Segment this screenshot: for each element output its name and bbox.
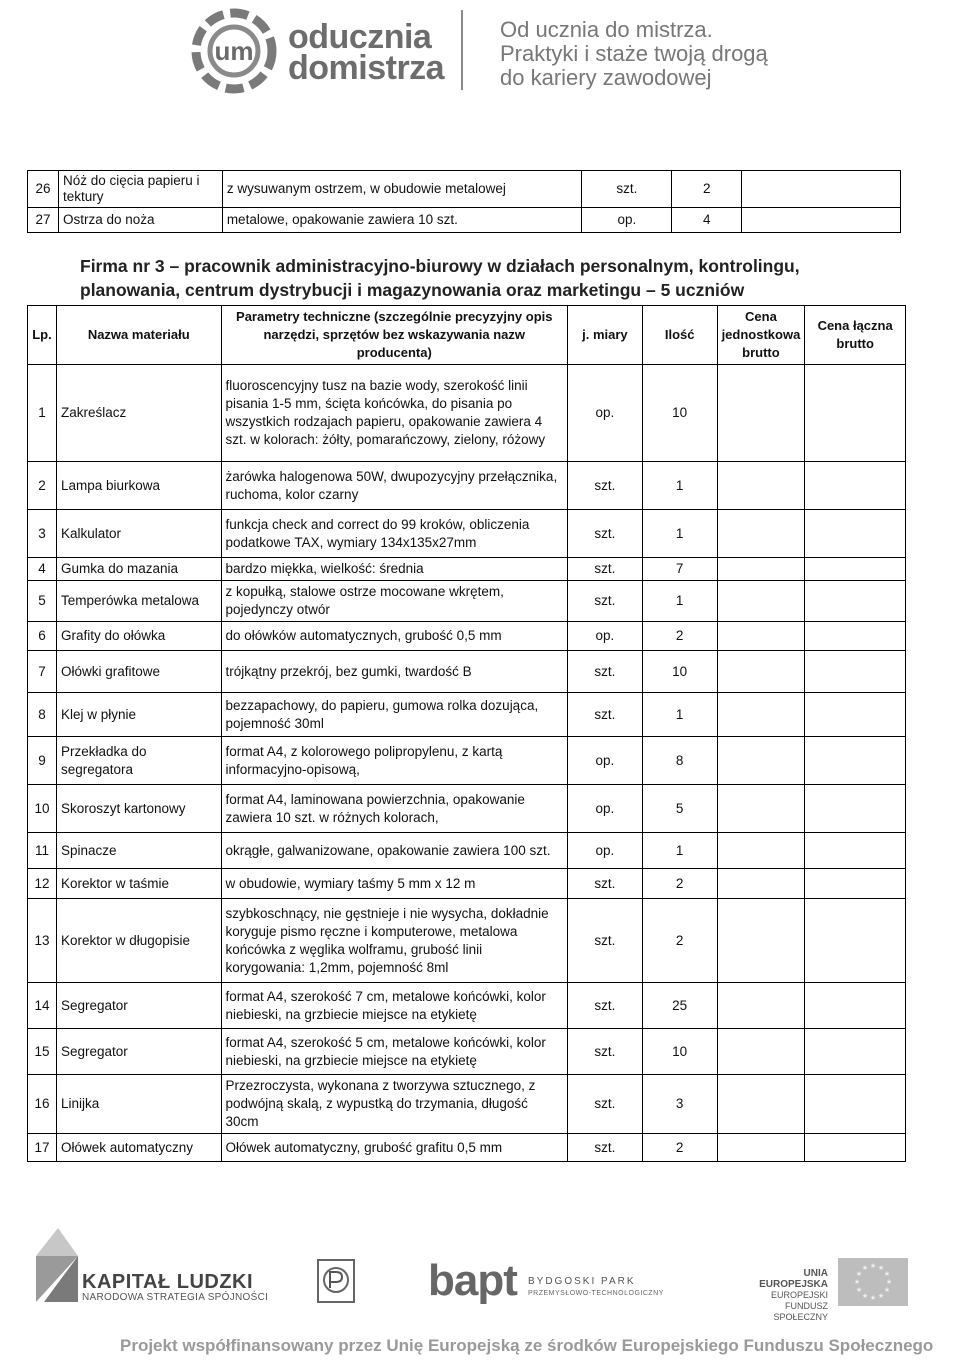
row-lp: 9: [28, 737, 57, 785]
row-desc: bardzo miękka, wielkość: średnia: [221, 558, 567, 581]
row-total: [805, 869, 906, 899]
row-name: Korektor w długopisie: [56, 899, 221, 983]
row-unit-price: [717, 983, 805, 1029]
row-qty: 10: [642, 1029, 717, 1075]
row-unit-price: [717, 899, 805, 983]
row-lp: 4: [28, 558, 57, 581]
row-qty: 2: [642, 1134, 717, 1162]
row-desc: trójkątny przekrój, bez gumki, twardość B: [221, 651, 567, 693]
row-desc: do ołówków automatycznych, grubość 0,5 mm: [221, 622, 567, 651]
row-desc: format A4, szerokość 7 cm, metalowe końcówki, kolor niebieski, na grzbiecie miejsce na etykietę: [221, 983, 567, 1029]
row-lp: 27: [28, 208, 59, 233]
row-qty: 1: [642, 693, 717, 737]
row-qty: 4: [672, 208, 742, 233]
row-name: Przekładka do segregatora: [56, 737, 221, 785]
col-header-unit: j. miary: [568, 306, 643, 365]
row-unit: szt.: [568, 651, 643, 693]
logo-wordmark: oducznia domistrza: [288, 18, 445, 87]
row-qty: 2: [672, 171, 742, 208]
row-unit: szt.: [568, 1134, 643, 1162]
kapital-ludzki-subtitle: NARODOWA STRATEGIA SPÓJNOŚCI: [82, 1292, 269, 1303]
row-name: Linijka: [56, 1075, 221, 1134]
row-desc: okrągłe, galwanizowane, opakowanie zawiera 100 szt.: [221, 833, 567, 869]
col-header-name: Nazwa materiału: [56, 306, 221, 365]
col-header-total: Cena łączna brutto: [805, 306, 906, 365]
row-desc: format A4, laminowana powierzchnia, opakowanie zawiera 10 szt. w różnych kolorach,: [221, 785, 567, 833]
row-desc: z wysuwanym ostrzem, w obudowie metalowej: [222, 171, 582, 208]
table-row: [28, 581, 906, 622]
svg-text:★: ★: [869, 1294, 877, 1302]
table-row: [28, 833, 906, 869]
section-title: Firma nr 3 – pracownik administracyjno-biurowy w działach personalnym, kontrolingu, planowania, centrum dystrybucji i magazynowania oraz marketingu – 5 uczniów: [80, 256, 800, 300]
row-desc: fluoroscencyjny tusz na bazie wody, szerokość linii pisania 1-5 mm, ścięta końcówka, do pisania po wszystkich rodzajach papieru, opakowanie zawiera 4 szt. w kolorach: żółty, pomarańczowy, zielony, różowy: [221, 365, 567, 462]
row-name: Ołówek automatyczny: [56, 1134, 221, 1162]
row-lp: 17: [28, 1134, 57, 1162]
row-lp: 14: [28, 983, 57, 1029]
materials-table: [27, 305, 906, 1162]
row-total: [805, 510, 906, 558]
row-lp: 5: [28, 581, 57, 622]
row-total: [805, 1075, 906, 1134]
row-name: Temperówka metalowa: [56, 581, 221, 622]
table-row: [28, 1075, 906, 1134]
row-desc: bezzapachowy, do papieru, gumowa rolka dozująca, pojemność 30ml: [221, 693, 567, 737]
eu-text-block: UNIA EUROPEJSKA EUROPEJSKI FUNDUSZ SPOŁECZNY: [759, 1268, 828, 1322]
row-name: Korektor w taśmie: [56, 869, 221, 899]
row-qty: 2: [642, 622, 717, 651]
svg-text:★: ★: [869, 1262, 877, 1270]
row-total: [805, 983, 906, 1029]
row-name: Ołówki grafitowe: [56, 651, 221, 693]
guild-emblem-icon: [316, 1258, 356, 1304]
row-unit: op.: [568, 365, 643, 462]
table-row: [28, 558, 906, 581]
row-unit-price: [717, 365, 805, 462]
table-row: [28, 983, 906, 1029]
row-lp: 13: [28, 899, 57, 983]
row-unit: op.: [582, 208, 672, 233]
table-row: [28, 651, 906, 693]
row-name: Lampa biurkowa: [56, 462, 221, 510]
row-unit-price: [717, 693, 805, 737]
row-desc: w obudowie, wymiary taśmy 5 mm x 12 m: [221, 869, 567, 899]
row-total: [805, 365, 906, 462]
table-row: [28, 462, 906, 510]
col-header-qty: Ilość: [642, 306, 717, 365]
row-unit: szt.: [568, 869, 643, 899]
row-qty: 8: [642, 737, 717, 785]
header-tagline: Od ucznia do mistrza. Praktyki i staże twoją drogą do kariery zawodowej: [500, 17, 768, 90]
row-name: Segregator: [56, 1029, 221, 1075]
row-unit-price: [717, 833, 805, 869]
row-unit-price: [717, 1029, 805, 1075]
bapt-logo-word: bapt: [428, 1256, 517, 1305]
od-ucznia-do-mistrza-logo-icon: [188, 8, 280, 94]
row-lp: 12: [28, 869, 57, 899]
row-name: Grafity do ołówka: [56, 622, 221, 651]
row-unit-price: [717, 869, 805, 899]
col-header-lp: Lp.: [28, 306, 57, 365]
row-desc: funkcja check and correct do 99 kroków, obliczenia podatkowe TAX, wymiary 134x135x27mm: [221, 510, 567, 558]
row-blank: [742, 171, 901, 208]
table-row: [28, 510, 906, 558]
row-lp: 16: [28, 1075, 57, 1134]
row-desc: żarówka halogenowa 50W, dwupozycyjny przełącznika, ruchoma, kolor czarny: [221, 462, 567, 510]
row-name: Spinacze: [56, 833, 221, 869]
row-unit: op.: [568, 785, 643, 833]
row-unit-price: [717, 1134, 805, 1162]
row-name: Ostrza do noża: [58, 208, 222, 233]
row-total: [805, 737, 906, 785]
svg-text:★: ★: [861, 1292, 869, 1300]
row-total: [805, 1029, 906, 1075]
row-desc: Ołówek automatyczny, grubość grafitu 0,5 mm: [221, 1134, 567, 1162]
row-unit-price: [717, 785, 805, 833]
table-row: [28, 1029, 906, 1075]
row-unit: szt.: [568, 693, 643, 737]
row-unit-price: [717, 581, 805, 622]
svg-text:★: ★: [853, 1278, 861, 1286]
row-unit: op.: [568, 833, 643, 869]
row-qty: 1: [642, 510, 717, 558]
row-lp: 6: [28, 622, 57, 651]
row-qty: 1: [642, 581, 717, 622]
row-total: [805, 558, 906, 581]
row-blank: [742, 208, 901, 233]
row-total: [805, 693, 906, 737]
previous-items-table: [27, 170, 901, 233]
row-name: Segregator: [56, 983, 221, 1029]
table-row: [28, 869, 906, 899]
row-qty: 10: [642, 651, 717, 693]
row-desc: format A4, szerokość 5 cm, metalowe końcówki, kolor niebieski, na grzbiecie miejsce na etykietę: [221, 1029, 567, 1075]
table-row: [28, 693, 906, 737]
svg-text:★: ★: [877, 1264, 885, 1272]
row-qty: 7: [642, 558, 717, 581]
row-unit: szt.: [568, 462, 643, 510]
svg-text:★: ★: [861, 1264, 869, 1272]
row-qty: 10: [642, 365, 717, 462]
row-total: [805, 785, 906, 833]
row-unit-price: [717, 510, 805, 558]
eu-flag-icon: [838, 1258, 908, 1306]
row-unit: szt.: [568, 899, 643, 983]
row-total: [805, 462, 906, 510]
table-row: [28, 1134, 906, 1162]
row-name: Klej w płynie: [56, 693, 221, 737]
svg-text:★: ★: [855, 1286, 863, 1294]
bapt-sub-label: PRZEMYSŁOWO-TECHNOLOGICZNY: [528, 1290, 664, 1297]
col-header-unit-price: Cena jednostkowa brutto: [717, 306, 805, 365]
svg-text:★: ★: [883, 1286, 891, 1294]
row-unit: szt.: [582, 171, 672, 208]
row-lp: 2: [28, 462, 57, 510]
table-row: [28, 365, 906, 462]
row-desc: z kopułką, stalowe ostrze mocowane wkrętem, pojedynczy otwór: [221, 581, 567, 622]
row-desc: Przezroczysta, wykonana z tworzywa sztucznego, z podwójną skalą, z wypustką do trzymania, długość 30cm: [221, 1075, 567, 1134]
row-unit: op.: [568, 622, 643, 651]
bapt-park-label: BYDGOSKI PARK: [528, 1276, 636, 1287]
kapital-ludzki-title: KAPITAŁ LUDZKI: [82, 1271, 254, 1293]
row-desc: format A4, z kolorowego polipropylenu, z kartą informacyjno-opisową,: [221, 737, 567, 785]
row-qty: 1: [642, 462, 717, 510]
kapital-ludzki-logo-icon: [34, 1226, 80, 1304]
svg-text:um: um: [214, 36, 254, 66]
cofinancing-statement: Projekt współfinansowany przez Unię Europejską ze środków Europejskiego Funduszu Społecznego: [120, 1336, 934, 1355]
svg-text:★: ★: [877, 1292, 885, 1300]
row-desc: metalowe, opakowanie zawiera 10 szt.: [222, 208, 582, 233]
row-total: [805, 1134, 906, 1162]
svg-text:★: ★: [885, 1278, 893, 1286]
row-lp: 11: [28, 833, 57, 869]
table-row: [28, 171, 901, 208]
table-header-row: [28, 306, 906, 365]
col-header-desc: Parametry techniczne (szczególnie precyzyjny opis narzędzi, sprzętów bez wskazywania nazw producenta): [221, 306, 567, 365]
row-lp: 3: [28, 510, 57, 558]
svg-text:★: ★: [855, 1270, 863, 1278]
row-qty: 25: [642, 983, 717, 1029]
row-unit: szt.: [568, 1029, 643, 1075]
row-lp: 10: [28, 785, 57, 833]
row-lp: 26: [28, 171, 59, 208]
svg-text:★: ★: [883, 1270, 891, 1278]
row-unit-price: [717, 651, 805, 693]
row-unit-price: [717, 462, 805, 510]
row-lp: 7: [28, 651, 57, 693]
row-name: Gumka do mazania: [56, 558, 221, 581]
row-name: Kalkulator: [56, 510, 221, 558]
row-qty: 2: [642, 899, 717, 983]
page-header: [0, 0, 960, 110]
row-unit-price: [717, 558, 805, 581]
row-total: [805, 651, 906, 693]
row-lp: 15: [28, 1029, 57, 1075]
row-name: Skoroszyt kartonowy: [56, 785, 221, 833]
row-total: [805, 833, 906, 869]
table-row: [28, 737, 906, 785]
row-total: [805, 581, 906, 622]
row-qty: 5: [642, 785, 717, 833]
table-row: [28, 622, 906, 651]
row-unit-price: [717, 622, 805, 651]
row-unit: szt.: [568, 581, 643, 622]
row-unit-price: [717, 737, 805, 785]
row-unit-price: [717, 1075, 805, 1134]
table-row: [28, 208, 901, 233]
row-name: Nóż do cięcia papieru i tektury: [58, 171, 222, 208]
table-row: [28, 785, 906, 833]
header-divider: [461, 10, 463, 90]
row-unit: szt.: [568, 510, 643, 558]
row-unit: op.: [568, 737, 643, 785]
row-qty: 1: [642, 833, 717, 869]
row-unit: szt.: [568, 558, 643, 581]
row-name: Zakreślacz: [56, 365, 221, 462]
row-desc: szybkoschnący, nie gęstnieje i nie wysycha, dokładnie koryguje pismo ręczne i komputerowe, metalowa końcówka z węglika wolframu, grubość linii korygowania: 1,2mm, pojemność 8ml: [221, 899, 567, 983]
row-unit: szt.: [568, 983, 643, 1029]
table-row: [28, 899, 906, 983]
row-qty: 2: [642, 869, 717, 899]
row-total: [805, 899, 906, 983]
row-unit: szt.: [568, 1075, 643, 1134]
row-lp: 8: [28, 693, 57, 737]
row-total: [805, 622, 906, 651]
row-qty: 3: [642, 1075, 717, 1134]
row-lp: 1: [28, 365, 57, 462]
